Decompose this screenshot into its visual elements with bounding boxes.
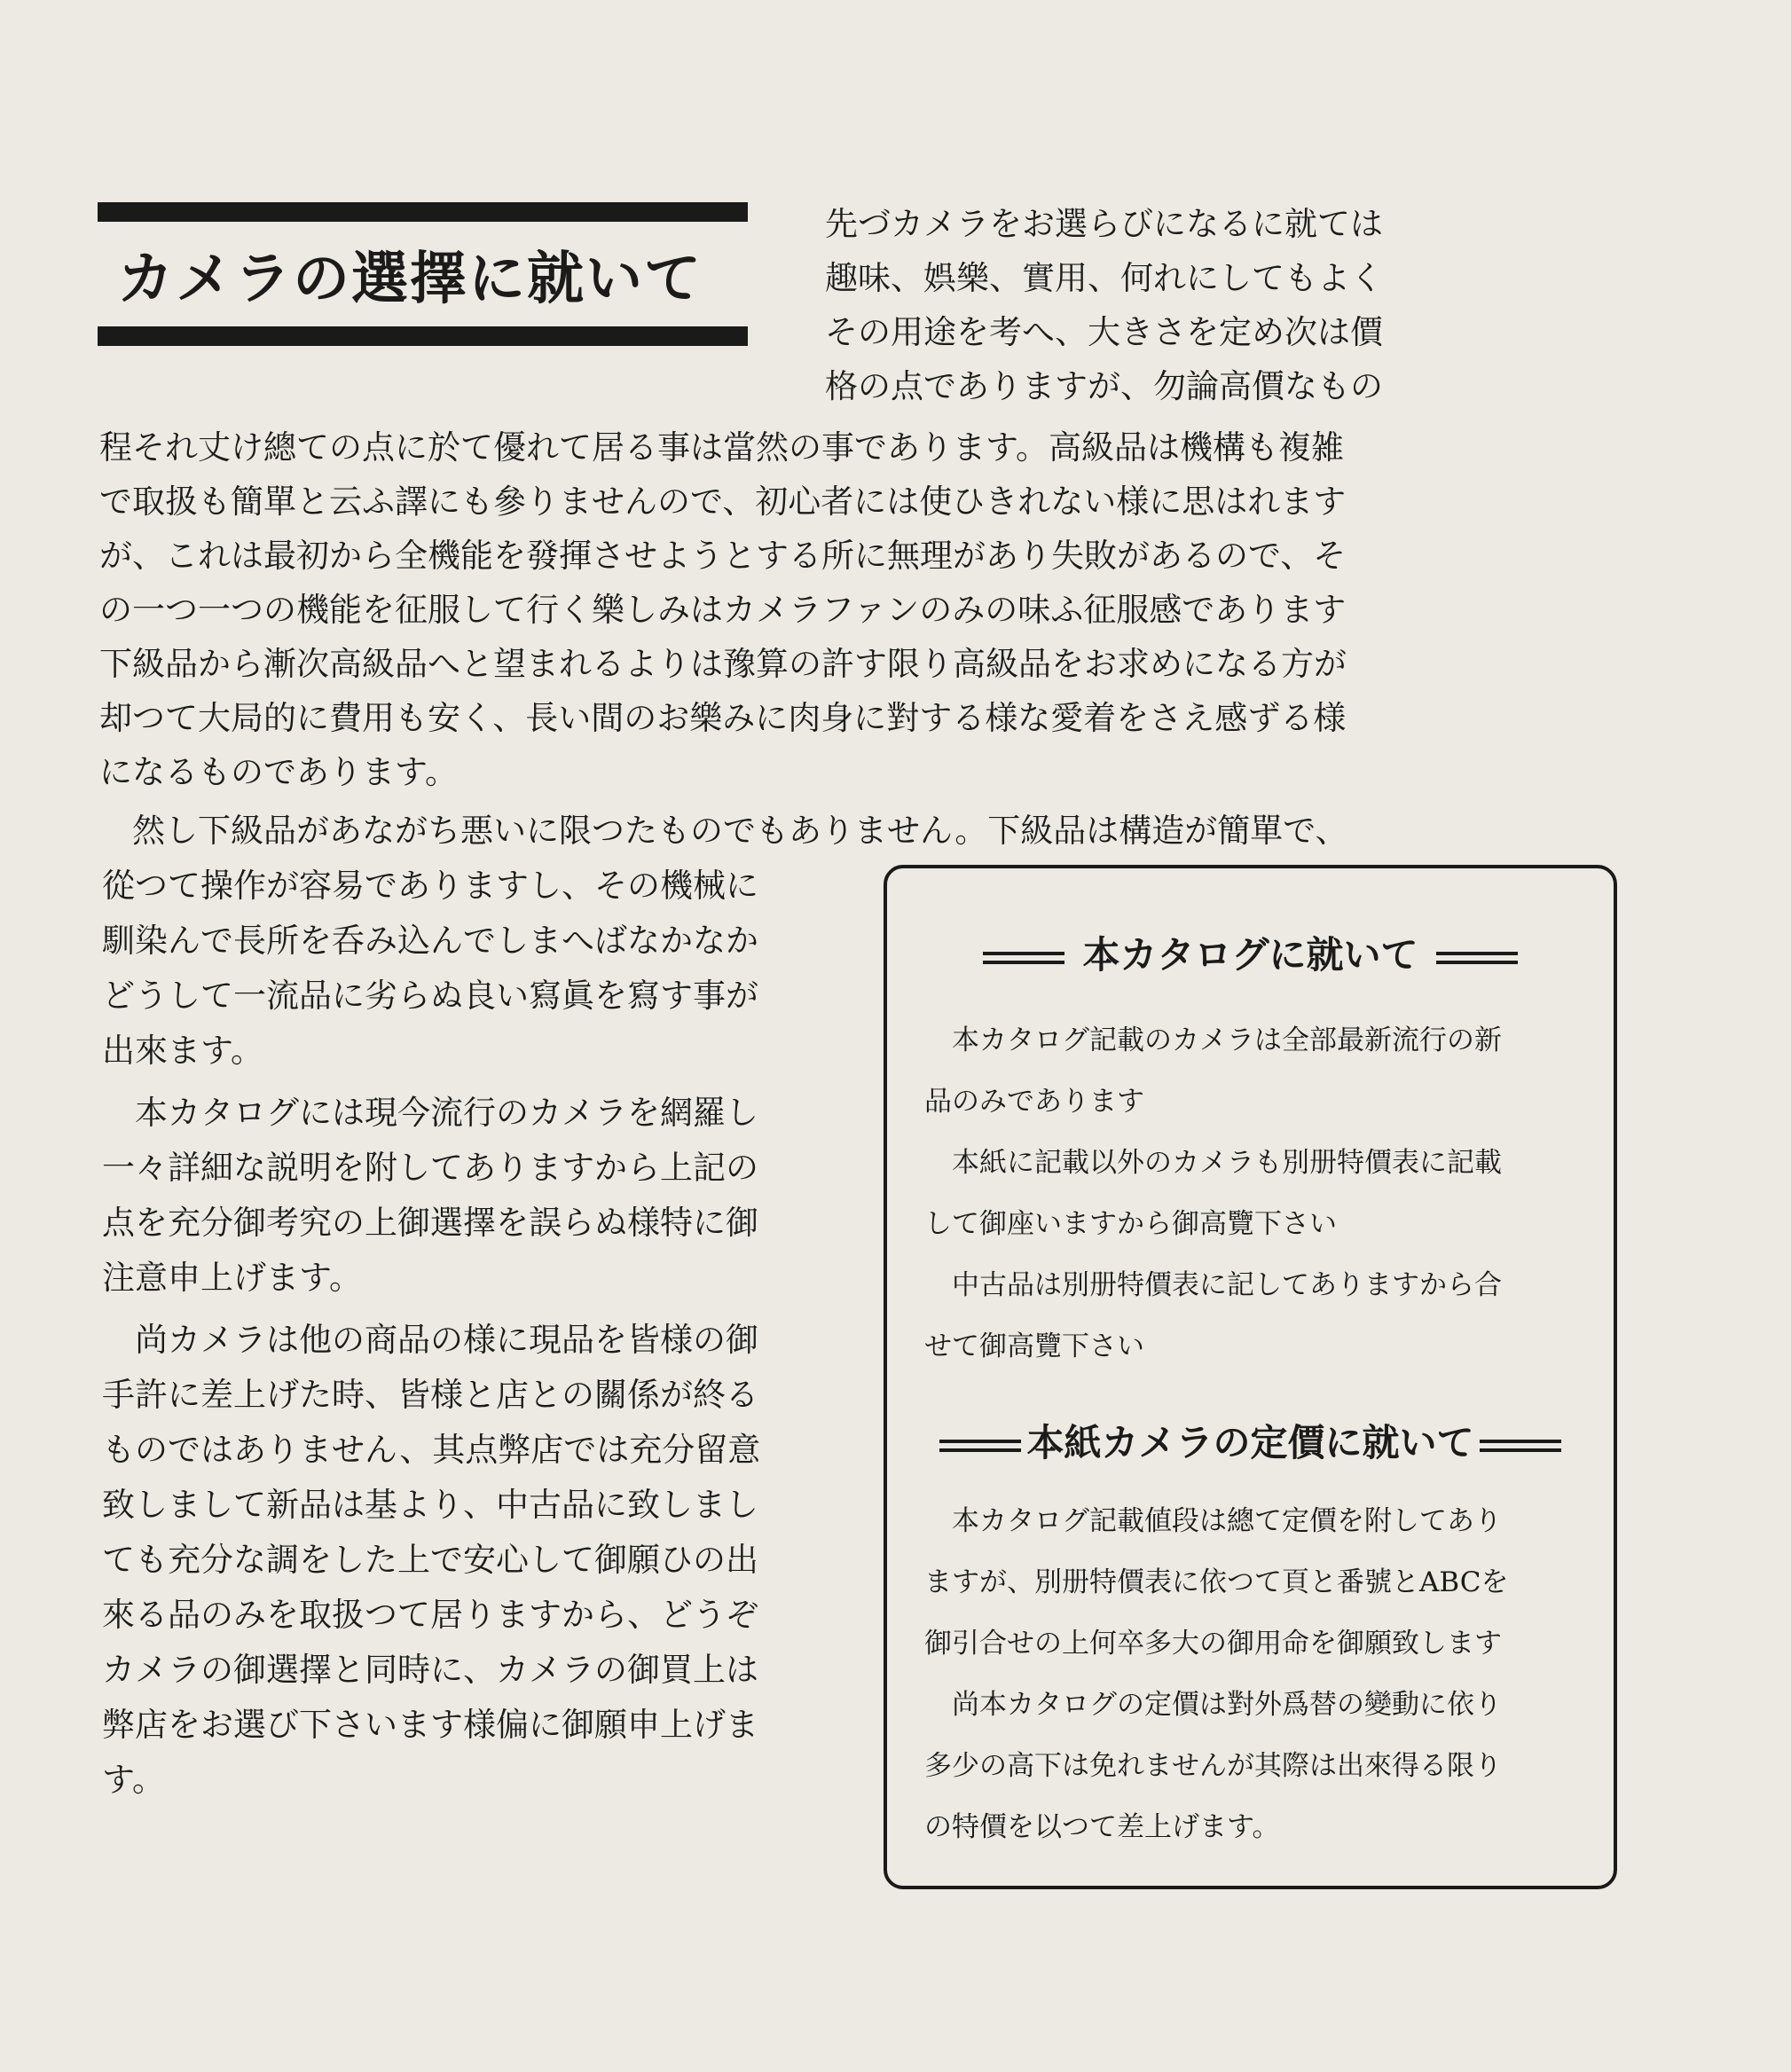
text-line: ますが、別册特價表に依つて頁と番號とABCを (924, 1566, 1509, 1598)
text-line: 尚本カタログの定價は對外爲替の變動に依り (924, 1689, 1502, 1721)
left-column-text (102, 859, 812, 1808)
text-line: 本カタログ記載のカメラは全部最新流行の新 (924, 1024, 1502, 1056)
box-heading-catalog: 本カタログに就いて (887, 929, 1614, 982)
box-heading-price: 本紙カメラの定價に就いて (887, 1417, 1614, 1470)
text-line: 却つて大局的に費用も安く、長い間のお樂みに肉身に對する様な愛着をさえ感ずる様 (99, 699, 1347, 737)
text-line: どうして一流品に劣らぬ良い寫眞を寫す事が (102, 977, 758, 1015)
text-line: 馴染んで長所を呑み込んでしまへばなかなか (102, 922, 758, 960)
intro-paragraph (99, 420, 1421, 799)
text-line: す。 (102, 1761, 166, 1799)
text-line: 下級品から漸次高級品へと望まれるよりは豫算の許す限り高級品をお求めになる方が (99, 645, 1347, 683)
text-line: 從つて操作が容易でありますし、その機械に (102, 867, 758, 905)
text-line: の一つ一つの機能を征服して行く樂しみはカメラファンのみの味ふ征服感であります (99, 591, 1347, 629)
box-section-price (924, 1491, 1599, 1858)
text-line: 程それ丈け總ての点に於て優れて居る事は當然の事であります。高級品は機構も複雑 (99, 428, 1345, 467)
text-line: ても充分な調をした上で安心して御願ひの出 (102, 1541, 758, 1579)
title-block (98, 202, 748, 353)
text-line: カメラの御選擇と同時に、カメラの御買上は (102, 1651, 758, 1689)
paragraph (102, 859, 812, 1079)
page-title: カメラの選擇に就いて (117, 247, 703, 312)
box-section-catalog (924, 1010, 1599, 1377)
text-line: 弊店をお選び下さいます様偏に御願申上げま (102, 1706, 758, 1744)
text-line: 点を充分御考究の上御選擇を誤らぬ様特に御 (102, 1204, 758, 1242)
text-line: 本カタログには現今流行のカメラを網羅し (102, 1094, 758, 1132)
text-line: の特價を以つて差上げます。 (924, 1811, 1280, 1843)
title-rule-top (98, 202, 748, 222)
intro-text-right (825, 197, 1428, 413)
text-line: その用途を考へ、大きさを定め次は價 (825, 313, 1383, 351)
double-rule-right (1480, 1440, 1561, 1452)
double-rule-left (939, 1440, 1021, 1452)
text-line: 多少の高下は免れませんが其際は出來得る限り (924, 1750, 1502, 1782)
double-rule-right (1436, 952, 1518, 964)
title-rule-bottom (98, 326, 748, 346)
text-line: 趣味、娯樂、實用、何れにしてもよく (825, 259, 1383, 297)
paragraph (102, 1313, 812, 1808)
text-line: 一々詳細な説明を附してありますから上記の (102, 1149, 758, 1187)
text-line: 來る品のみを取扱つて居りますから、どうぞ (102, 1596, 758, 1634)
text-line: で取扱も簡單と云ふ譯にも參りませんので、初心者には使ひきれない様に思はれます (99, 483, 1347, 521)
text-line: 手許に差上げた時、皆様と店との關係が終る (102, 1376, 758, 1414)
text-line: 品のみであります (924, 1086, 1144, 1118)
paragraph (102, 1086, 812, 1306)
text-line: 尚カメラは他の商品の様に現品を皆様の御 (102, 1321, 758, 1359)
text-line: 本カタログ記載値段は總て定價を附してあり (924, 1505, 1502, 1537)
lower-paragraph-first-line (99, 804, 1421, 858)
text-line: 中古品は別册特價表に記してありますから合 (924, 1269, 1502, 1301)
text-line: が、これは最初から全機能を發揮させようとする所に無理があり失敗があるので、そ (99, 537, 1347, 575)
text-line: 注意申上げます。 (102, 1259, 363, 1297)
text-line: 出來ます。 (102, 1032, 264, 1070)
text-line: ものではありません、其点弊店では充分留意 (102, 1431, 761, 1469)
text-line: 御引合せの上何卒多大の御用命を御願致します (924, 1628, 1502, 1660)
text-line: して御座いますから御高覽下さい (924, 1208, 1337, 1240)
text-line: せて御高覽下さい (924, 1330, 1144, 1362)
text-line: 然し下級品があながち悪いに限つたものでもありません。下級品は構造が簡單で、 (99, 812, 1348, 850)
text-line: 致しまして新品は基より、中古品に致しまし (102, 1486, 758, 1524)
text-line: 先づカメラをお選らびになるに就ては (825, 205, 1383, 243)
catalog-notice-box (884, 865, 1617, 1889)
text-line: 格の点でありますが、勿論高價なもの (825, 367, 1383, 405)
double-rule-left (983, 952, 1064, 964)
text-line: になるものであります。 (99, 753, 459, 791)
text-line: 本紙に記載以外のカメラも別册特價表に記載 (924, 1147, 1502, 1179)
